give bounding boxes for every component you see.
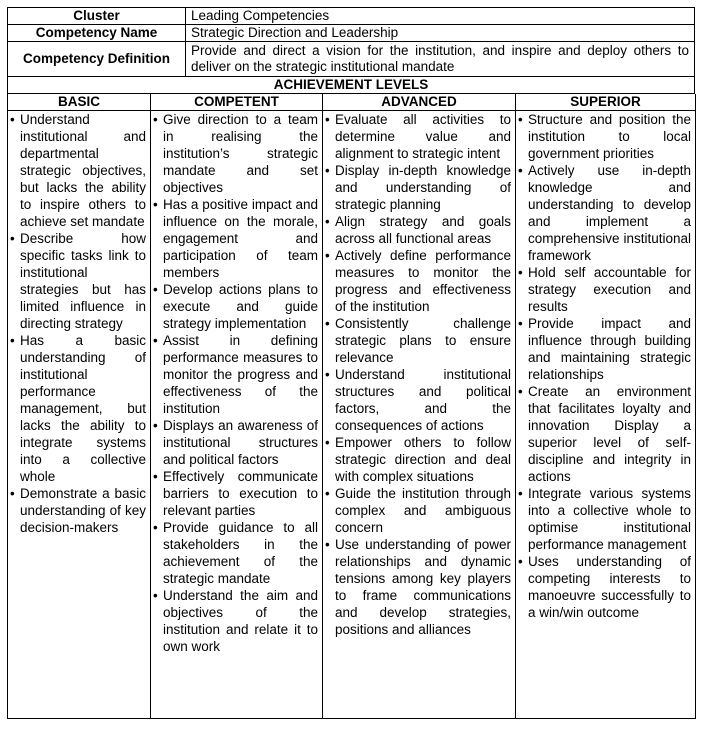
list-item: • Give direction to a team in realising the institution’s strategic mandate and set objectives xyxy=(151,111,318,196)
competency-definition-value: Provide and direct a vision for the institution, and inspire and deploy others to deliver on the strategic institutional mandate xyxy=(186,42,695,77)
list-item: • Actively use in-depth knowledge and understanding to develop and implement a comprehensive institutional framework xyxy=(516,162,691,264)
superior-column xyxy=(516,111,696,719)
competent-column xyxy=(151,111,323,719)
advanced-column xyxy=(323,111,516,719)
list-item: • Describe how specific tasks link to institutional strategies but has limited influence in directing strategy xyxy=(8,230,146,332)
list-item: • Provide guidance to all stakeholders in the achievement of the strategic mandate xyxy=(151,519,318,587)
list-item: • Demonstrate a basic understanding of key decision-makers xyxy=(8,485,146,536)
competency-name-label: Competency Name xyxy=(8,25,186,42)
list-item: • Effectively communicate barriers to execution to relevant parties xyxy=(151,468,318,519)
competency-meta-table xyxy=(7,7,695,77)
list-item: • Understand institutional and departmental strategic objectives, but lacks the ability to inspire others to achieve set mandate xyxy=(8,111,146,230)
list-item: • Empower others to follow strategic direction and deal with complex situations xyxy=(323,434,511,485)
list-item: • Align strategy and goals across all functional areas xyxy=(323,213,511,247)
list-item: • Integrate various systems into a collective whole to optimise institutional performance management xyxy=(516,485,691,553)
cluster-value: Leading Competencies xyxy=(186,8,695,25)
cluster-row xyxy=(8,8,695,25)
basic-list xyxy=(8,111,146,536)
list-item: • Understand institutional structures and political factors, and the consequences of actions xyxy=(323,366,511,434)
level-header-row xyxy=(8,94,696,111)
achievement-levels-table xyxy=(7,94,696,719)
list-item: • Structure and position the institution to local government priorities xyxy=(516,111,691,162)
list-item: • Provide impact and influence through building and maintaining strategic relationships xyxy=(516,315,691,383)
advanced-list xyxy=(323,111,511,638)
superior-list xyxy=(516,111,691,621)
competency-name-row xyxy=(8,25,695,42)
list-item: • Actively define performance measures to monitor the progress and effectiveness of the institution xyxy=(323,247,511,315)
competency-definition-row xyxy=(8,42,695,77)
cluster-label: Cluster xyxy=(8,8,186,25)
list-item: • Consistently challenge strategic plans to ensure relevance xyxy=(323,315,511,366)
competency-name-value: Strategic Direction and Leadership xyxy=(186,25,695,42)
basic-column xyxy=(8,111,151,719)
competency-definition-label: Competency Definition xyxy=(8,42,186,77)
list-item: • Has a basic understanding of institutional performance management, but lacks the ability to integrate systems into a collective whole xyxy=(8,332,146,485)
competent-list xyxy=(151,111,318,655)
list-item: • Develop actions plans to execute and guide strategy implementation xyxy=(151,281,318,332)
list-item: • Understand the aim and objectives of the institution and relate it to own work xyxy=(151,587,318,655)
level-header-basic: BASIC xyxy=(8,94,151,111)
list-item: • Hold self accountable for strategy execution and results xyxy=(516,264,691,315)
list-item: • Create an environment that facilitates loyalty and innovation Display a superior level of self-discipline and integrity in actions xyxy=(516,383,691,485)
list-item: • Evaluate all activities to determine value and alignment to strategic intent xyxy=(323,111,511,162)
level-header-superior: SUPERIOR xyxy=(516,94,696,111)
level-header-competent: COMPETENT xyxy=(151,94,323,111)
level-content-row xyxy=(8,111,696,719)
level-header-advanced: ADVANCED xyxy=(323,94,516,111)
list-item: • Display in-depth knowledge and understanding of strategic planning xyxy=(323,162,511,213)
competency-document xyxy=(7,7,695,719)
list-item: • Has a positive impact and influence on the morale, engagement and participation of team members xyxy=(151,196,318,281)
list-item: • Displays an awareness of institutional structures and political factors xyxy=(151,417,318,468)
list-item: • Use understanding of power relationships and dynamic tensions among key players to frame communications and develop strategies, positions and alliances xyxy=(323,536,511,638)
list-item: • Guide the institution through complex and ambiguous concern xyxy=(323,485,511,536)
list-item: • Assist in defining performance measures to monitor the progress and effectiveness of the institution xyxy=(151,332,318,417)
list-item: • Uses understanding of competing interests to manoeuvre successfully to a win/win outcome xyxy=(516,553,691,621)
achievement-levels-title: ACHIEVEMENT LEVELS xyxy=(7,77,695,94)
